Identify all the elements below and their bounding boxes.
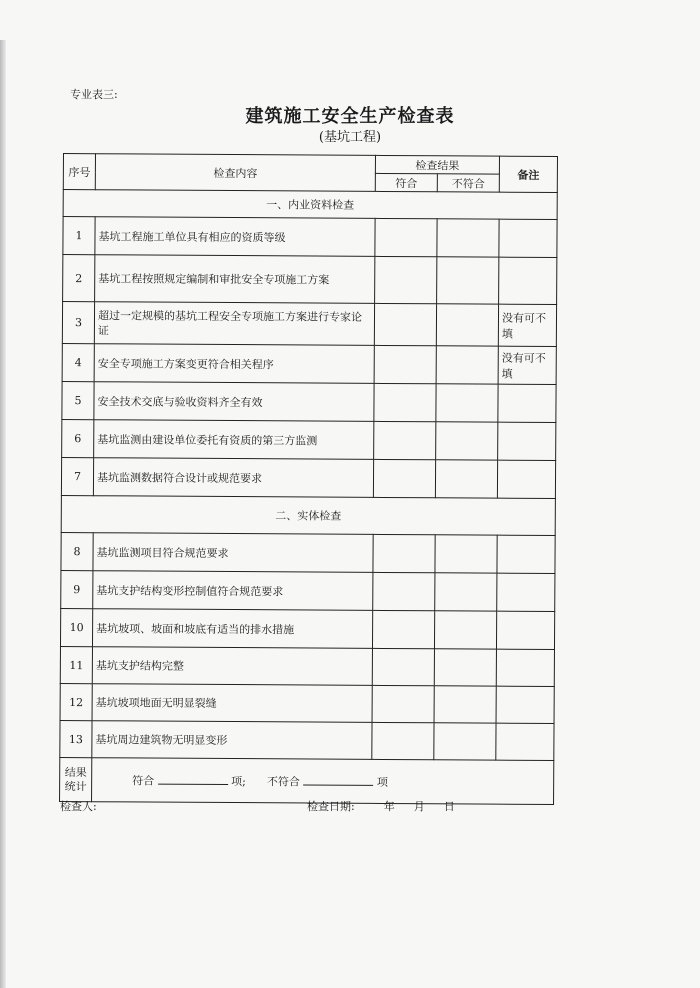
- remark-cell[interactable]: [496, 649, 554, 686]
- date-day: 日: [443, 800, 455, 813]
- pass-cell[interactable]: [374, 421, 436, 459]
- pass-cell[interactable]: [375, 256, 437, 303]
- pass-cell[interactable]: [372, 722, 434, 759]
- remark-cell[interactable]: [496, 686, 554, 723]
- fail-cell[interactable]: [434, 686, 496, 723]
- remark-cell[interactable]: [498, 384, 556, 422]
- scan-edge: [0, 40, 6, 988]
- section-row: [61, 495, 555, 535]
- inspector-label: 检查人:: [60, 800, 97, 813]
- row-number: 10: [60, 608, 92, 646]
- row-content: 安全技术交底与验收资料齐全有效: [94, 382, 374, 422]
- row-number: 2: [63, 255, 95, 302]
- table-row: [62, 302, 556, 347]
- pass-cell[interactable]: [372, 648, 434, 685]
- table-row: [62, 343, 556, 384]
- fail-cell[interactable]: [434, 649, 496, 686]
- pass-count-blank[interactable]: [158, 772, 228, 784]
- col-header-remark: 备注: [499, 156, 557, 192]
- fail-cell[interactable]: [435, 573, 497, 611]
- pass-cell[interactable]: [373, 534, 435, 572]
- summary-label-line1: 结果: [64, 765, 87, 779]
- table-row: [63, 217, 557, 258]
- row-number: 13: [60, 720, 92, 757]
- form-label: 专业表三:: [70, 88, 118, 101]
- col-header-pass: 符合: [375, 173, 437, 191]
- table-row: [62, 419, 556, 460]
- fail-cell[interactable]: [435, 460, 497, 498]
- remark-cell[interactable]: [499, 219, 557, 257]
- pass-cell[interactable]: [374, 345, 436, 383]
- remark-cell[interactable]: [497, 573, 555, 611]
- row-number: 3: [62, 302, 94, 344]
- row-content: 安全专项施工方案变更符合相关程序: [94, 344, 374, 384]
- pass-cell[interactable]: [372, 685, 434, 722]
- row-content: 基坑工程按照规定编制和审批安全专项施工方案: [95, 255, 375, 304]
- summary-pass-label: 符合: [132, 773, 155, 788]
- row-number: 1: [63, 217, 95, 255]
- date-month: 月: [413, 800, 425, 813]
- fail-cell[interactable]: [436, 422, 498, 460]
- row-content: 基坑支护结构变形控制值符合规范要求: [93, 571, 373, 611]
- table-row: [61, 457, 555, 498]
- row-number: 5: [62, 381, 94, 419]
- header-row: [63, 154, 557, 175]
- row-number: 8: [61, 532, 93, 570]
- fail-cell[interactable]: [434, 723, 496, 760]
- fail-cell[interactable]: [436, 304, 498, 346]
- fail-cell[interactable]: [436, 384, 498, 422]
- summary-label: [60, 757, 92, 801]
- row-content: 基坑监测由建设单位委托有资质的第三方监测: [94, 420, 374, 460]
- row-content: 基坑监测项目符合规范要求: [93, 533, 373, 573]
- inspection-table: [59, 153, 558, 805]
- page-title: 建筑施工安全生产检查表: [245, 106, 455, 127]
- table-row: [61, 532, 555, 573]
- fail-cell[interactable]: [437, 219, 499, 257]
- pass-cell[interactable]: [374, 303, 436, 345]
- pass-cell[interactable]: [375, 218, 437, 256]
- page-subtitle: (基坑工程): [318, 130, 382, 145]
- section-title-physical: 二、实体检查: [61, 495, 555, 535]
- table-row: [60, 608, 554, 649]
- fail-cell[interactable]: [434, 611, 496, 649]
- remark-cell[interactable]: 没有可不填: [498, 346, 556, 384]
- table-row: [62, 381, 556, 422]
- table-row: [63, 255, 557, 305]
- pass-cell[interactable]: [373, 572, 435, 610]
- row-number: 6: [62, 419, 94, 457]
- row-number: 4: [62, 343, 94, 381]
- summary-label-line2: 统计: [64, 779, 87, 793]
- pass-cell[interactable]: [372, 610, 434, 648]
- date-label: 检查日期:: [307, 800, 355, 813]
- row-number: 11: [60, 646, 92, 683]
- remark-cell[interactable]: [498, 422, 556, 460]
- remark-cell[interactable]: [496, 723, 554, 760]
- row-content: 基坑周边建筑物无明显变形: [92, 721, 372, 760]
- table-row: [60, 683, 554, 723]
- pass-cell[interactable]: [374, 383, 436, 421]
- col-header-fail: 不符合: [437, 174, 499, 192]
- row-content: 基坑工程施工单位具有相应的资质等级: [95, 217, 375, 257]
- remark-cell[interactable]: [499, 257, 557, 304]
- section-title-docs: 一、内业资料检查: [63, 190, 557, 220]
- table-row: [60, 720, 554, 760]
- remark-cell[interactable]: 没有可不填: [498, 304, 556, 346]
- row-number: 7: [61, 457, 93, 495]
- row-content: 基坑监测数据符合设计或规范要求: [93, 458, 373, 498]
- row-content: 基坑坡项、坡面和坡底有适当的排水措施: [92, 609, 372, 649]
- summary-unit-1: 项;: [231, 774, 246, 788]
- row-content: 基坑支护结构完整: [92, 647, 372, 686]
- inspection-date: [307, 798, 455, 814]
- remark-cell[interactable]: [496, 611, 554, 649]
- remark-cell[interactable]: [497, 460, 555, 498]
- fail-cell[interactable]: [437, 257, 499, 304]
- col-header-content: 检查内容: [95, 154, 375, 192]
- table-row: [61, 570, 555, 611]
- row-number: 9: [61, 570, 93, 608]
- row-number: 12: [60, 683, 92, 720]
- summary-unit-2: 项: [376, 775, 388, 789]
- date-year: 年: [383, 800, 395, 813]
- table-row: [60, 646, 554, 686]
- section-row: [63, 190, 557, 220]
- fail-cell[interactable]: [436, 346, 498, 384]
- row-content: 超过一定规模的基坑工程安全专项施工方案进行专家论证: [94, 302, 374, 346]
- col-header-no: 序号: [63, 154, 95, 190]
- fail-count-blank[interactable]: [303, 773, 373, 785]
- remark-cell[interactable]: [497, 535, 555, 573]
- fail-cell[interactable]: [435, 535, 497, 573]
- row-content: 基坑坡项地面无明显裂缝: [92, 684, 372, 723]
- col-header-result: 检查结果: [375, 155, 499, 174]
- pass-cell[interactable]: [373, 459, 435, 497]
- summary-fail-label: 不符合: [266, 774, 300, 788]
